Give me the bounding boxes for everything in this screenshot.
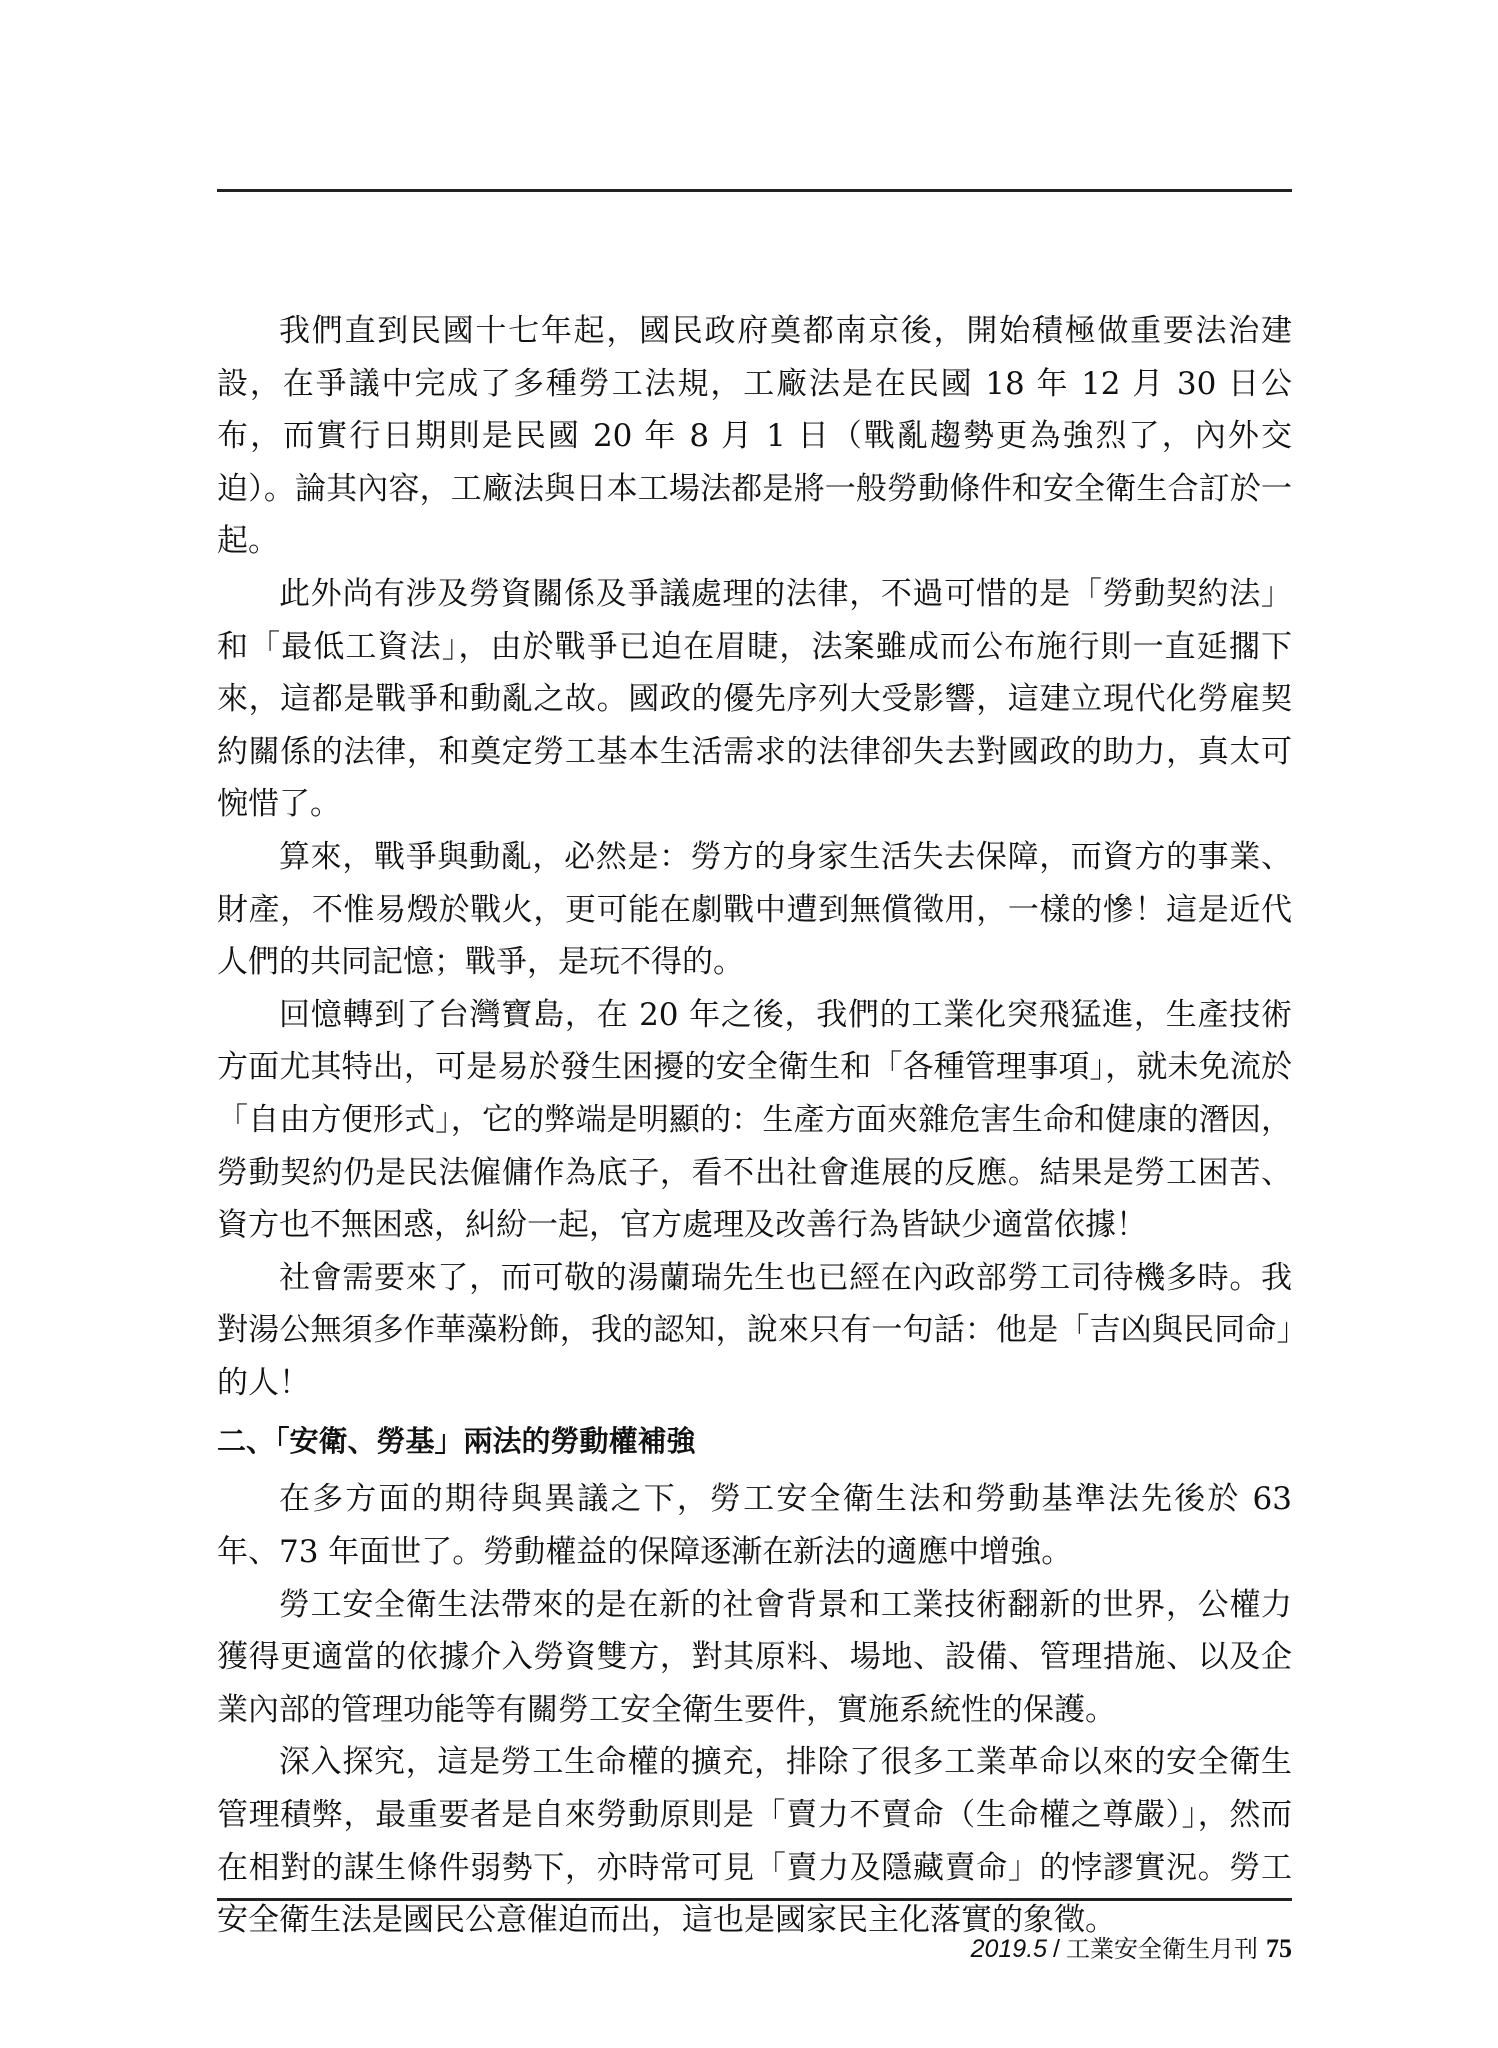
- footer-rule: [217, 1898, 1292, 1901]
- issue-date: 2019.5: [970, 1935, 1048, 1963]
- section-heading: 二、「安衛、勞基」兩法的勞動權補強: [217, 1424, 696, 1459]
- body-paragraph-5: 社會需要來了，而可敬的湯蘭瑞先生也已經在內政部勞工司待機多時。我對湯公無須多作華藻粉飾，我的認知，說來只有一句話：他是「吉凶與民同命」的人！: [217, 1259, 1292, 1401]
- footer-separator: /: [1053, 1935, 1060, 1963]
- magazine-name: 工業安全衛生月刊: [1066, 1935, 1258, 1963]
- section-paragraph-3: 深入探究，這是勞工生命權的擴充，排除了很多工業革命以來的安全衛生管理積弊，最重要者是自來勞動原則是「賣力不賣命（生命權之尊嚴）」，然而在相對的謀生條件弱勢下，亦時常可見「賣力及隱藏賣命」的悖謬實況。勞工安全衛生法是國民公意催迫而出，這也是國家民主化落實的象徵。: [217, 1744, 1292, 1939]
- section-paragraph-1: 在多方面的期待與異議之下，勞工安全衛生法和勞動基準法先後於 63 年、73 年面世了。勞動權益的保障逐漸在新法的適應中增強。: [217, 1481, 1292, 1571]
- header-rule: [217, 189, 1292, 192]
- page-footer: [971, 1929, 1292, 1969]
- body-paragraph-3: 算來，戰爭與動亂，必然是：勞方的身家生活失去保障，而資方的事業、財產，不惟易燬於戰火，更可能在劇戰中遭到無償徵用，一樣的慘！這是近代人們的共同記憶；戰爭，是玩不得的。: [217, 838, 1292, 981]
- body-paragraph-4: 回憶轉到了台灣寶島，在 20 年之後，我們的工業化突飛猛進，生產技術方面尤其特出，可是易於發生困擾的安全衛生和「各種管理事項」，就未免流於「自由方便形式」，它的弊端是明顯的：生產方面夾雜危害生命和健康的潛因，勞動契約仍是民法僱傭作為底子，看不出社會進展的反應。結果是勞工困苦、資方也不無困惑，糾紛一起，官方處理及改善行為皆缺少適當依據！: [217, 996, 1292, 1244]
- body-paragraph-1: 我們直到民國十七年起，國民政府奠都南京後，開始積極做重要法治建設，在爭議中完成了多種勞工法規，工廠法是在民國 18 年 12 月 30 日公布，而實行日期則是民國 20 年 8 月 1 日（戰亂趨勢更為強烈了，內外交迫）。論其內容，工廠法與日本工場法都是將一般勞動條件和安全衛生合訂於一起。: [217, 313, 1292, 560]
- page-number: 75: [1266, 1934, 1292, 1963]
- article-body: [217, 305, 1292, 1947]
- section-paragraph-2: 勞工安全衛生法帶來的是在新的社會背景和工業技術翻新的世界，公權力獲得更適當的依據介入勞資雙方，對其原料、場地、設備、管理措施、以及企業內部的管理功能等有關勞工安全衛生要件，實施系統性的保護。: [217, 1586, 1292, 1728]
- body-paragraph-2: 此外尚有涉及勞資關係及爭議處理的法律，不過可惜的是「勞動契約法」和「最低工資法」，由於戰爭已迫在眉睫，法案雖成而公布施行則一直延擱下來，這都是戰爭和動亂之故。國政的優先序列大受影響，這建立現代化勞雇契約關係的法律，和奠定勞工基本生活需求的法律卻失去對國政的助力，真太可惋惜了。: [217, 575, 1292, 823]
